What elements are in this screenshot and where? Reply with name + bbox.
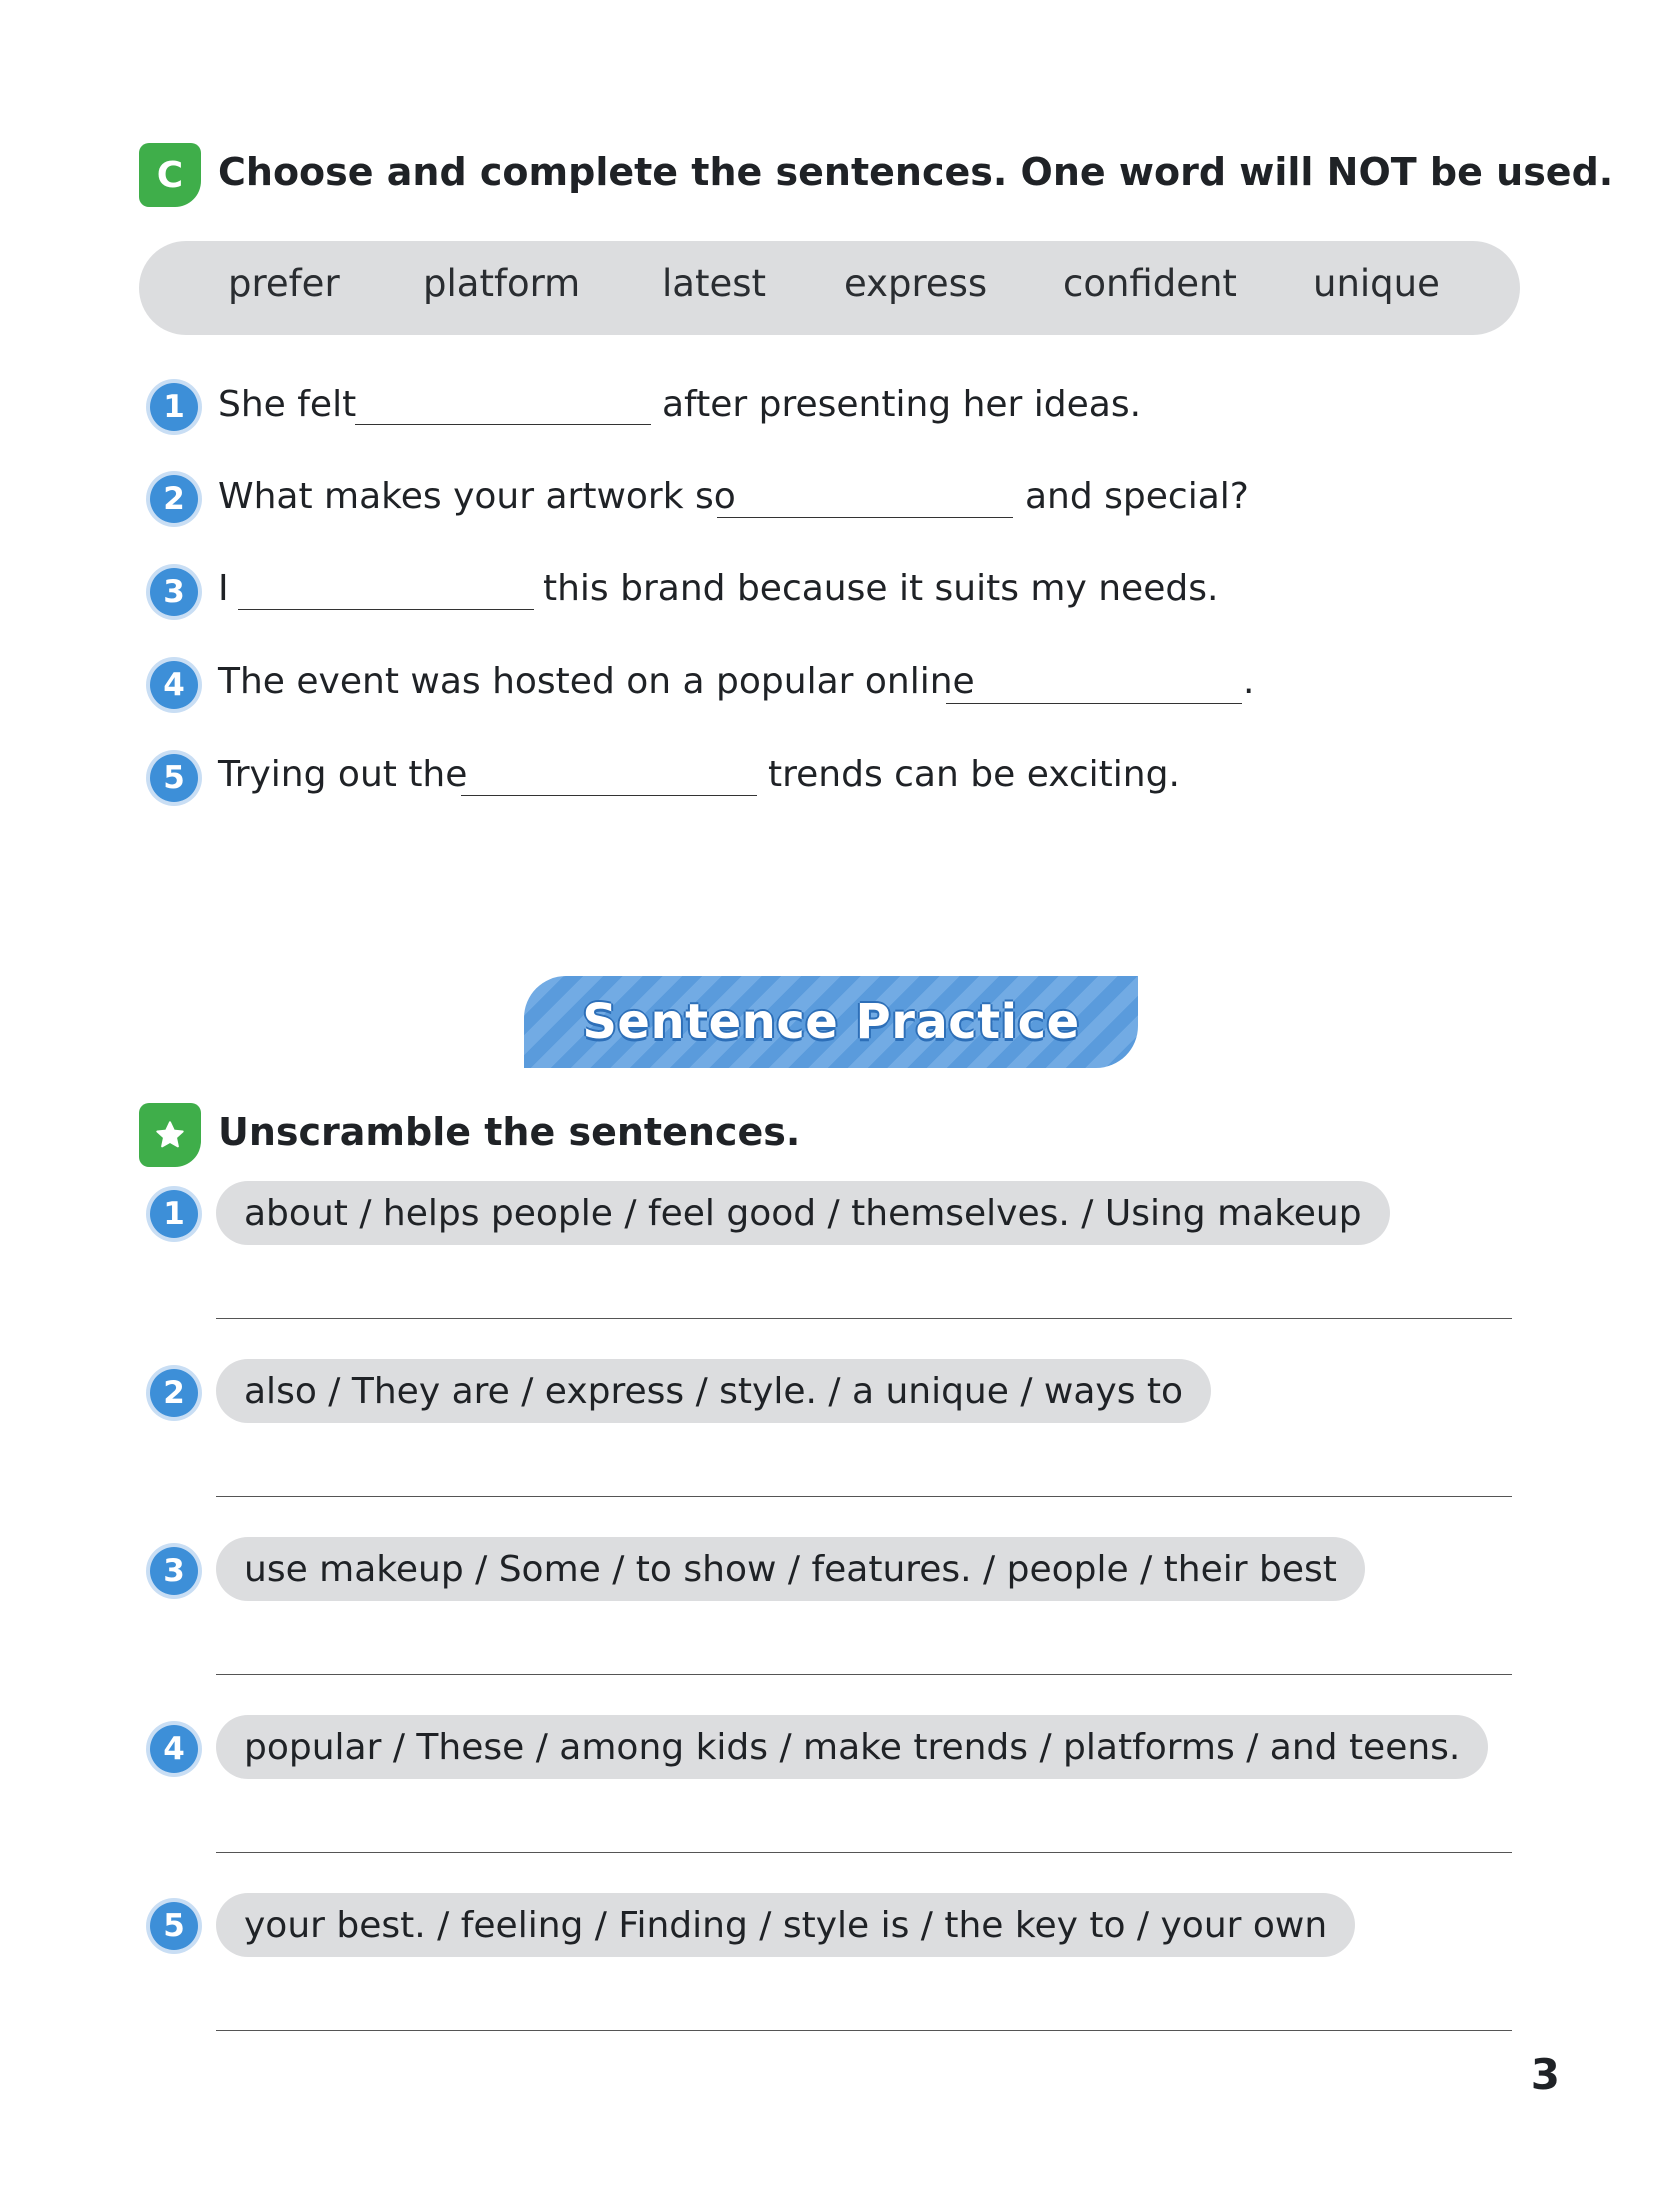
- scrambled-words: your best. / feeling / Finding / style is / the key to / your own: [216, 1893, 1355, 1957]
- sentence-text: and special?: [1025, 476, 1249, 517]
- answer-blank[interactable]: [355, 424, 651, 425]
- answer-blank[interactable]: [461, 795, 757, 796]
- word-bank-item: latest: [662, 262, 767, 305]
- banner-title: Sentence Practice: [582, 994, 1080, 1050]
- item-number: 2: [150, 475, 198, 523]
- star-badge: [139, 1103, 201, 1167]
- item-number: 1: [150, 383, 198, 431]
- sentence-text: I: [218, 568, 229, 609]
- answer-line[interactable]: [216, 1496, 1512, 1497]
- section-c-badge: C: [139, 143, 201, 207]
- item-number: 3: [150, 1547, 198, 1595]
- answer-blank[interactable]: [238, 609, 534, 610]
- word-bank-item: express: [844, 262, 988, 305]
- sentence-text: What makes your artwork so: [218, 476, 736, 517]
- scrambled-words: use makeup / Some / to show / features. / people / their best: [216, 1537, 1365, 1601]
- answer-line[interactable]: [216, 1674, 1512, 1675]
- answer-line[interactable]: [216, 2030, 1512, 2031]
- item-number: 4: [150, 1725, 198, 1773]
- item-number: 4: [150, 661, 198, 709]
- word-bank-item: platform: [423, 262, 581, 305]
- item-number: 2: [150, 1369, 198, 1417]
- sentence-text: She felt: [218, 384, 357, 425]
- word-bank-item: unique: [1313, 262, 1440, 305]
- scrambled-words: also / They are / express / style. / a unique / ways to: [216, 1359, 1211, 1423]
- sentence-text: The event was hosted on a popular online: [218, 661, 975, 702]
- scrambled-words: about / helps people / feel good / themselves. / Using makeup: [216, 1181, 1390, 1245]
- sentence-text: trends can be exciting.: [768, 754, 1180, 795]
- sentence-text: .: [1243, 661, 1255, 702]
- answer-blank[interactable]: [717, 517, 1013, 518]
- sentence-text: this brand because it suits my needs.: [543, 568, 1219, 609]
- item-number: 3: [150, 568, 198, 616]
- unscramble-instruction: Unscramble the sentences.: [218, 1110, 801, 1154]
- answer-line[interactable]: [216, 1318, 1512, 1319]
- word-bank-item: prefer: [228, 262, 340, 305]
- sentence-text: Trying out the: [218, 754, 468, 795]
- scrambled-words: popular / These / among kids / make trends / platforms / and teens.: [216, 1715, 1488, 1779]
- item-number: 1: [150, 1190, 198, 1238]
- star-icon: [154, 1119, 186, 1151]
- page-number: 3: [1530, 2050, 1560, 2099]
- sentence-text: after presenting her ideas.: [662, 384, 1142, 425]
- item-number: 5: [150, 754, 198, 802]
- section-c-instruction: Choose and complete the sentences. One word will NOT be used.: [218, 150, 1614, 194]
- word-bank-item: confident: [1063, 262, 1237, 305]
- answer-blank[interactable]: [946, 703, 1242, 704]
- item-number: 5: [150, 1902, 198, 1950]
- answer-line[interactable]: [216, 1852, 1512, 1853]
